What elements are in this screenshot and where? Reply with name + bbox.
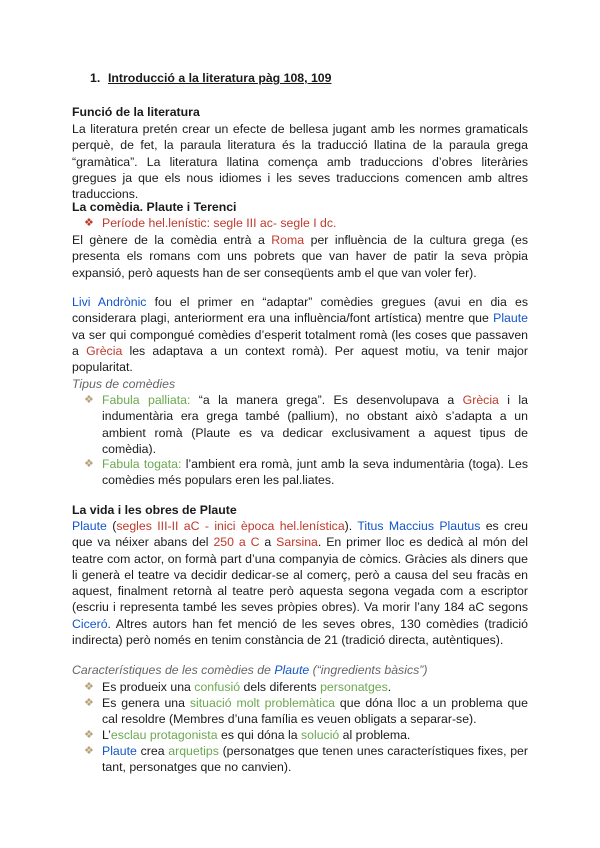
text-span: Es produeix una — [102, 680, 195, 694]
grecia-term: Grècia — [462, 393, 499, 407]
text-span: (“ingredients bàsics”) — [309, 663, 428, 677]
togata-label: Fabula togata: — [102, 457, 182, 471]
tipus-bullet-togata — [84, 456, 528, 489]
tipus-bullet-palliata — [84, 392, 528, 457]
char-bullet-1 — [84, 679, 528, 695]
roma-term: Roma — [271, 233, 305, 247]
heading-number: 1. — [90, 71, 101, 85]
diamond-bullet-icon: ❖ — [84, 729, 94, 741]
arquetips-term: arquetips — [168, 744, 219, 758]
text-span: a — [259, 535, 277, 550]
diamond-bullet-icon: ❖ — [84, 394, 94, 406]
diamond-bullet-icon: ❖ — [84, 745, 94, 757]
text-span: es creu que va néixer abans del — [72, 519, 528, 550]
dates-term: segles III-II aC - inici època hel.lenística — [116, 519, 345, 533]
text-span: ). — [344, 519, 358, 533]
comedia-paragraph-2 — [72, 294, 528, 375]
plaute-term: Plaute — [102, 744, 137, 758]
text-span: crea — [136, 744, 169, 758]
text-span: va ser qui compongué comèdies d’esperit totalment romà (les coses que passaven a — [72, 327, 528, 358]
esclau-term: esclau protagonista — [110, 728, 218, 742]
caracteristiques-title — [72, 662, 528, 678]
text-span: . En primer lloc es dedicà al món del teatre com actor, on formà part d’una companyia de còmics. Gràcies als diners que li generà el teatre va decidir dedicar-se al comerç, però a causa del seu fracàs en aquest, finalment retornà al teatre però aquesta segona vegada com a escriptor (escriu i representa també les seves pròpies obres). Va morir l’any 184 aC segons — [72, 535, 528, 615]
sarsina-term: Sarsina — [276, 535, 318, 550]
char-bullet-2 — [84, 695, 528, 728]
diamond-bullet-icon: ❖ — [84, 681, 94, 693]
titus-term: Titus Maccius Plautus — [357, 519, 481, 533]
personatges-term: personatges — [320, 680, 388, 694]
text-span: que dóna lloc a un problema que cal resoldre (Membres d’una família es veuen obligats a separar-se). — [102, 696, 528, 727]
diamond-bullet-icon: ❖ — [84, 217, 94, 229]
tipus-title: Tipus de comèdies — [72, 377, 176, 391]
diamond-bullet-icon: ❖ — [84, 697, 94, 709]
char-bullet-3 — [84, 727, 528, 743]
text-span: dels diferents — [240, 680, 321, 694]
text-span: al problema. — [339, 728, 411, 742]
text-span: fou el primer en “adaptar” comèdies gregues (avui en dia es considerara plagi, anteriorment era una influència/font artística) mentre que — [72, 295, 528, 326]
cicero-term: Ciceró — [72, 616, 108, 631]
text-span: les adaptava a un context romà). Per aquest motiu, va tenir major popularitat. — [72, 343, 528, 375]
palliata-label: Fabula palliata: — [102, 393, 191, 407]
text-span: Característiques de les comèdies de — [72, 663, 275, 677]
plaute-term: Plaute — [493, 311, 528, 326]
text-span: per influència de la cultura grega (es presenta els romans com uns pobrets que van haver de patir la seva pròpia expansió, però aquests han de ser conseqüents amb el que van voler fer). — [72, 233, 528, 280]
plaute-term: Plaute — [274, 663, 310, 677]
comedia-paragraph-1 — [72, 232, 528, 281]
periode-text: Període hel.lenístic: segle III ac- segle I dc. — [102, 216, 337, 230]
comedia-title: La comèdia. Plaute i Terenci — [72, 200, 237, 214]
plaute-term: Plaute — [72, 519, 107, 533]
heading-title: Introducció a la literatura pàg 108, 109 — [108, 71, 332, 85]
text-span: i la indumentària era grega també (pallium), no obstant això s’adapta a un ambient romà (Plaute es va dedicar exclusivament a aquest tipus de comèdia). — [102, 393, 528, 456]
text-span: l’ambient era romà, junt amb la seva indumentària (toga). Les comèdies més populars eren les pal.liates. — [102, 457, 528, 488]
year-term: 250 a C — [213, 535, 260, 550]
text-span: L’ — [102, 728, 111, 742]
vida-title: La vida i les obres de Plaute — [72, 503, 237, 517]
periode-bullet — [84, 215, 528, 231]
section-heading — [72, 70, 528, 86]
diamond-bullet-icon: ❖ — [84, 458, 94, 470]
situacio-term: situació molt problemàtica — [189, 696, 336, 710]
grecia-term: Grècia — [86, 343, 123, 358]
text-span: ( — [106, 519, 117, 533]
livi-term: Livi Andrònic — [72, 295, 147, 309]
funcio-title: Funció de la literatura — [72, 105, 200, 119]
text-span: (personatges que tenen unes característiques fixes, per tant, personatges que no canvien). — [102, 744, 528, 775]
text-span: Es genera una — [102, 696, 190, 710]
char-bullet-4 — [84, 743, 528, 776]
text-span: . — [387, 680, 392, 694]
text-span: es qui dóna la — [217, 728, 301, 742]
vida-paragraph — [72, 518, 528, 648]
text-span: . Altres autors han fet menció de les seves obres, 130 comèdies (tradició indirecta) però només en tenim constància de 21 (tradició directa, autèntiques). — [72, 616, 528, 648]
confusio-term: confusió — [194, 680, 241, 694]
solucio-term: solució — [300, 728, 340, 742]
text-span: El gènere de la comèdia entrà a — [72, 233, 272, 247]
text-span: “a la manera grega”. Es desenvolupava a — [190, 393, 463, 407]
funcio-paragraph: La literatura pretén crear un efecte de bellesa jugant amb les normes gramaticals perquè, de fet, la paraula literatura és la traducció llatina de la paraula grega “gramàtica”. La literatura llatina comença amb traduccions d’obres literàries gregues ja que els nous idiomes i les seves traduccions comencen amb altres traduccions. — [72, 122, 528, 202]
